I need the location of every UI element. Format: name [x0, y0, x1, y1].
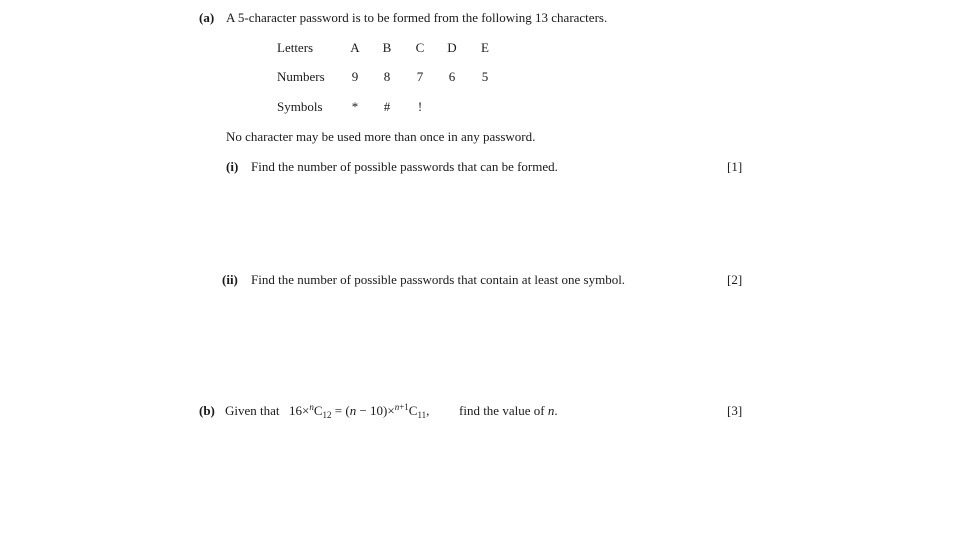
- eq-n: n: [309, 402, 314, 412]
- part-b-label: (b): [199, 403, 215, 418]
- part-b-tail: [459, 403, 558, 419]
- table-cell: E: [481, 40, 489, 55]
- table-cell: B: [382, 40, 392, 55]
- part-b-lead: Given that: [225, 403, 280, 418]
- part-b-period: .: [554, 403, 558, 418]
- table-cell: C: [415, 40, 425, 55]
- eq-comma: ,: [426, 403, 430, 418]
- table-cell: !: [417, 99, 423, 114]
- q1-marks: [1]: [727, 159, 743, 174]
- equation: [289, 403, 429, 419]
- table-cell: 6: [448, 69, 456, 84]
- part-a-intro: A 5-character password is to be formed from the following 13 characters.: [226, 10, 608, 25]
- table-cell: 8: [383, 69, 391, 84]
- part-b-marks: [3]: [727, 403, 743, 418]
- table-cell: *: [351, 99, 359, 114]
- table-cell: A: [350, 40, 360, 55]
- part-a-label: (a): [199, 10, 215, 25]
- eq-sup-n1: +1: [399, 402, 409, 412]
- row-label-symbols: Symbols: [277, 99, 323, 114]
- eq-sub11: 11: [417, 410, 427, 420]
- part-b-var: n: [547, 403, 555, 418]
- eq-paren-open: (: [345, 403, 350, 418]
- q2-marks: [2]: [727, 272, 743, 287]
- eq-times2: ×: [387, 403, 395, 418]
- eq-minus10: − 10): [359, 403, 388, 418]
- q1-text: Find the number of possible passwords that can be formed.: [251, 159, 558, 174]
- eq-n3: n: [394, 402, 400, 412]
- row-label-letters: Letters: [277, 40, 314, 55]
- table-cell: 5: [481, 69, 489, 84]
- eq-equals: =: [334, 403, 343, 418]
- eq-c2: C: [408, 403, 418, 418]
- table-cell: D: [447, 40, 457, 55]
- eq-c: C: [313, 403, 323, 418]
- q1-label: (i): [226, 159, 239, 174]
- table-cell: #: [383, 99, 391, 114]
- part-b-tail-text: find the value of: [459, 403, 545, 418]
- eq-times: ×: [302, 403, 310, 418]
- table-cell: 7: [416, 69, 424, 84]
- table-cell: 9: [351, 69, 359, 84]
- rule-text: No character may be used more than once in any password.: [226, 129, 536, 144]
- q2-label: (ii): [222, 272, 238, 287]
- q2-text: Find the number of possible passwords that contain at least one symbol.: [251, 272, 626, 287]
- eq-coef: 16: [289, 403, 302, 418]
- row-label-numbers: Numbers: [277, 69, 325, 84]
- eq-n2: n: [349, 403, 357, 418]
- eq-sub12: 12: [322, 410, 332, 420]
